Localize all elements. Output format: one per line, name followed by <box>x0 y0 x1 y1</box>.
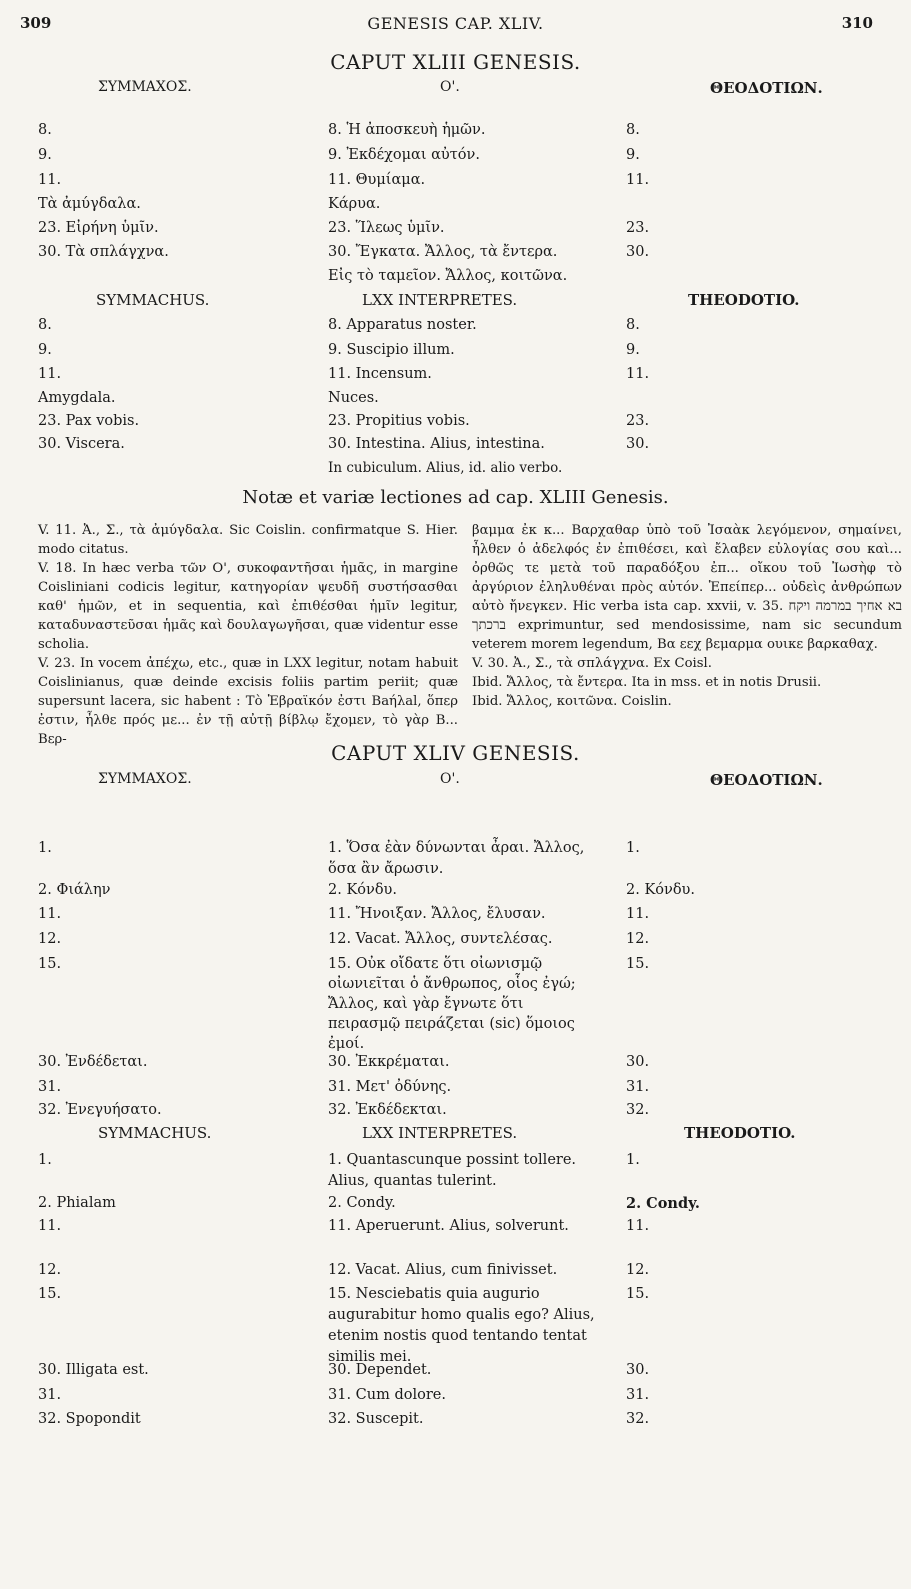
cell-theodotion: 23. <box>626 413 650 429</box>
cell-lxx: 12. Vacat. Alius, cum finivisset. <box>328 1262 558 1278</box>
cell-theodotion: 32. <box>626 1411 650 1427</box>
note-paragraph: βαμμα ἐκ κ... Βαρχαθαρ ὑπὸ τοῦ Ἰσαὰκ λεγόμενον, σημαίνει, ἦλθεν ὁ ἀδελφός ἐν ἐπιθέσει, καὶ ἔλαβεν εὐλογίας σου καὶ... ὀρθῶς τε μετὰ τοῦ παραδόξου ἐπ... οἴκου τοῦ Ἰωσὴφ τὸ ἀργύριον ἐληλυθέναι πρὸς αὐτόν. Ἐπείπερ... οὐδεὶς ἀνθρώπων αὐτὸ ἤνεγκεν. Hic verba ista cap. xxvii, v. 35. בא אחיך במרמה ויקח ברכתך exprimuntur, sed mendosissime, nam sic secundum veterem morem legendum, Βα εεχ βεμαρμα ουικε βαρκαθαχ. <box>472 523 902 652</box>
notes-column-left <box>38 521 458 749</box>
cell-theodotion: 12. <box>626 1262 650 1278</box>
note-paragraph: V. 23. In vocem ἀπέχω, etc., quæ in LXX legitur, notam habuit Coislinianus, quæ deinde excisis foliis partim periit; quæ supersunt lacera, sic habent : Τὸ Ἑβραϊκόν ἐστι Baήλal, ὅπερ ἐστιν, ἦλθε πρός με... ἐν τῇ αὐτῇ βίβλῳ ἔχομεν, τὸ γὰρ Β... Βερ- <box>38 656 458 747</box>
section-title-43: CAPUT XLIII GENESIS. <box>330 50 581 74</box>
cell-lxx: Nuces. <box>328 390 379 406</box>
cell-lxx: 30. Dependet. <box>328 1362 432 1378</box>
page-number-left: 309 <box>20 14 52 32</box>
note-paragraph: Ibid. Ἄλλος, κοιτῶνα. Coislin. <box>472 694 672 709</box>
cell-theodotion: 12. <box>626 931 650 947</box>
cell-symmachus: 2. Φιάλην <box>38 882 111 898</box>
cell-theodotion: 9. <box>626 342 640 358</box>
cell-symmachus: Amygdala. <box>38 390 116 406</box>
cell-theodotion: 23. <box>626 220 650 236</box>
cell-lxx: 31. Μετ' ὀδύνης. <box>328 1079 452 1095</box>
cell-lxx: 15. Nesciebatis quia augurio augurabitur homo qualis ego? Alius, etenim nostis quod tentando tentat similis mei. <box>328 1286 595 1365</box>
cell-theodotion: 32. <box>626 1102 650 1118</box>
cell-theodotion: 2. Κόνδυ. <box>626 882 695 898</box>
cell-symmachus: 11. <box>38 1218 62 1234</box>
cell-symmachus: 8. <box>38 317 52 333</box>
cell-lxx: Εἰς τὸ ταμεῖον. Ἄλλος, κοιτῶνα. <box>328 268 568 284</box>
cell-lxx: 8. Ἡ ἀποσκευὴ ἡμῶν. <box>328 122 486 138</box>
cell-theodotion: 8. <box>626 122 640 138</box>
cell-lxx: 1. Quantascunque possint tollere. Alius, quantas tulerint. <box>328 1152 577 1189</box>
col-header-lxx-greek: Ο'. <box>440 771 460 787</box>
col-header-symmachus-latin: SYMMACHUS. <box>96 291 210 309</box>
col-header-theodotion-greek: ΘΕΟΔΟΤΙΩΝ. <box>710 771 823 789</box>
cell-lxx: 9. Suscipio illum. <box>328 342 455 358</box>
cell-symmachus: 23. Pax vobis. <box>38 413 140 429</box>
cell-theodotion: 30. <box>626 1362 650 1378</box>
cell-theodotion: 1. <box>626 840 640 856</box>
cell-lxx: 2. Κόνδυ. <box>328 882 397 898</box>
cell-lxx: 1. Ὅσα ἐὰν δύνωνται ἆραι. Ἄλλος, ὅσα ἂν ἄρωσιν. <box>328 840 585 877</box>
cell-symmachus: 12. <box>38 931 62 947</box>
cell-theodotion: 8. <box>626 317 640 333</box>
running-title: GENESIS CAP. XLIV. <box>367 14 544 33</box>
cell-theodotion: 11. <box>626 906 650 922</box>
page-number-right: 310 <box>841 14 873 32</box>
cell-theodotion: 11. <box>626 172 650 188</box>
cell-symmachus: 32. Spopondit <box>38 1411 141 1427</box>
cell-lxx: 32. Ἐκδέδεκται. <box>328 1102 447 1118</box>
cell-lxx: 30. Ἐκκρέμαται. <box>328 1054 450 1070</box>
cell-lxx: 23. Ἵλεως ὑμῖν. <box>328 220 445 236</box>
cell-symmachus: 30. Ἐνδέδεται. <box>38 1054 148 1070</box>
cell-symmachus: 8. <box>38 122 52 138</box>
cell-theodotion: 2. Condy. <box>626 1195 700 1212</box>
cell-lxx: 23. Propitius vobis. <box>328 413 470 429</box>
cell-theodotion: 30. <box>626 244 650 260</box>
col-header-theodotion-greek: ΘΕΟΔΟΤΙΩΝ. <box>710 79 823 97</box>
cell-lxx: 9. Ἐκδέχομαι αὐτόν. <box>328 147 480 163</box>
col-header-symmachus-greek: ΣΥΜΜΑΧΟΣ. <box>98 79 192 95</box>
cell-theodotion: 1. <box>626 1152 640 1168</box>
cell-lxx: 11. Incensum. <box>328 366 432 382</box>
cell-symmachus: 12. <box>38 1262 62 1278</box>
cell-lxx: 11. Ἤνοιξαν. Ἄλλος, ἔλυσαν. <box>328 906 546 922</box>
cell-symmachus: 31. <box>38 1079 62 1095</box>
col-header-lxx-greek: Ο'. <box>440 79 460 95</box>
cell-symmachus: Τὰ ἀμύγδαλα. <box>38 196 141 212</box>
col-header-theodotion-latin: THEODOTIO. <box>688 291 800 309</box>
cell-theodotion: 31. <box>626 1079 650 1095</box>
cell-lxx: 15. Οὐκ οἴδατε ὅτι οἰωνισμῷ οἰωνιεῖται ὁ ἄνθρωπος, οἷος ἐγώ; Ἄλλος, καὶ γὰρ ἔγνωτε ὅτι πειρασμῷ πειράζεται (sic) ὅμοιος ἐμοί. <box>328 956 576 1052</box>
cell-theodotion: 15. <box>626 1286 650 1302</box>
col-header-theodotion-latin: THEODOTIO. <box>684 1124 796 1142</box>
section-title-44: CAPUT XLIV GENESIS. <box>331 741 580 765</box>
cell-symmachus: 11. <box>38 906 62 922</box>
cell-symmachus: 11. <box>38 172 62 188</box>
cell-symmachus: 30. Τὰ σπλάγχνα. <box>38 244 169 260</box>
cell-symmachus: 2. Phialam <box>38 1195 116 1211</box>
cell-symmachus: 9. <box>38 147 52 163</box>
col-header-symmachus-greek: ΣΥΜΜΑΧΟΣ. <box>98 771 192 787</box>
cell-theodotion: 9. <box>626 147 640 163</box>
notes-column-right <box>472 521 902 711</box>
cell-theodotion: 30. <box>626 436 650 452</box>
cell-symmachus: 1. <box>38 840 52 856</box>
note-paragraph: V. 30. Ἀ., Σ., τὰ σπλάγχνα. Ex Coisl. <box>472 656 712 671</box>
cell-symmachus: 11. <box>38 366 62 382</box>
cell-lxx: 30. Ἔγκατα. Ἄλλος, τὰ ἔντερα. <box>328 244 558 260</box>
cell-symmachus: 30. Illigata est. <box>38 1362 149 1378</box>
cell-lxx: 2. Condy. <box>328 1195 396 1211</box>
cell-theodotion: 15. <box>626 956 650 972</box>
cell-symmachus: 1. <box>38 1152 52 1168</box>
cell-theodotion: 11. <box>626 1218 650 1234</box>
cell-lxx: 31. Cum dolore. <box>328 1387 446 1403</box>
cell-lxx: Κάρυα. <box>328 196 381 212</box>
cell-symmachus: 31. <box>38 1387 62 1403</box>
cell-lxx: 8. Apparatus noster. <box>328 317 477 333</box>
cell-theodotion: 30. <box>626 1054 650 1070</box>
cell-lxx: 30. Intestina. Alius, intestina. <box>328 436 545 452</box>
cell-lxx: 32. Suscepit. <box>328 1411 424 1427</box>
cell-lxx: 11. Θυμίαμα. <box>328 172 426 188</box>
cell-symmachus: 32. Ἐνεγυήσατο. <box>38 1102 162 1118</box>
cell-symmachus: 15. <box>38 956 62 972</box>
cell-lxx: 12. Vacat. Ἄλλος, συντελέσας. <box>328 931 553 947</box>
col-header-lxx-latin: LXX INTERPRETES. <box>362 291 518 309</box>
cell-symmachus: 15. <box>38 1286 62 1302</box>
note-paragraph: V. 18. In hæc verba τῶν Ο', συκοφαντῆσαι ἡμᾶς, in margine Coisliniani codicis legitur, κατηγορίαν ψευδῆ συστήσασθαι καθ' ἡμῶν, et in sequentia, καὶ ἐπιθέσθαι ἡμῖν legitur, καταδυναστεῦσαι ἡμᾶς καὶ δουλαγωγῆσαι, quæ videntur esse scholia. <box>38 561 458 652</box>
cell-symmachus: 9. <box>38 342 52 358</box>
note-paragraph: Ibid. Ἄλλος, τὰ ἔντερα. Ita in mss. et in notis Drusii. <box>472 675 822 690</box>
cell-theodotion: 31. <box>626 1387 650 1403</box>
notes-title: Notæ et variæ lectiones ad cap. XLIII Genesis. <box>242 487 669 508</box>
col-header-lxx-latin: LXX INTERPRETES. <box>362 1124 518 1142</box>
col-header-symmachus-latin: SYMMACHUS. <box>98 1124 212 1142</box>
note-paragraph: V. 11. Ἀ., Σ., τὰ ἀμύγδαλα. Sic Coislin. confirmatque S. Hier. modo citatus. <box>38 523 458 557</box>
cell-lxx: In cubiculum. Alius, id. alio verbo. <box>328 460 563 476</box>
cell-lxx: 11. Aperuerunt. Alius, solverunt. <box>328 1218 569 1234</box>
cell-symmachus: 30. Viscera. <box>38 436 125 452</box>
cell-theodotion: 11. <box>626 366 650 382</box>
cell-symmachus: 23. Εἰρήνη ὑμῖν. <box>38 220 159 236</box>
